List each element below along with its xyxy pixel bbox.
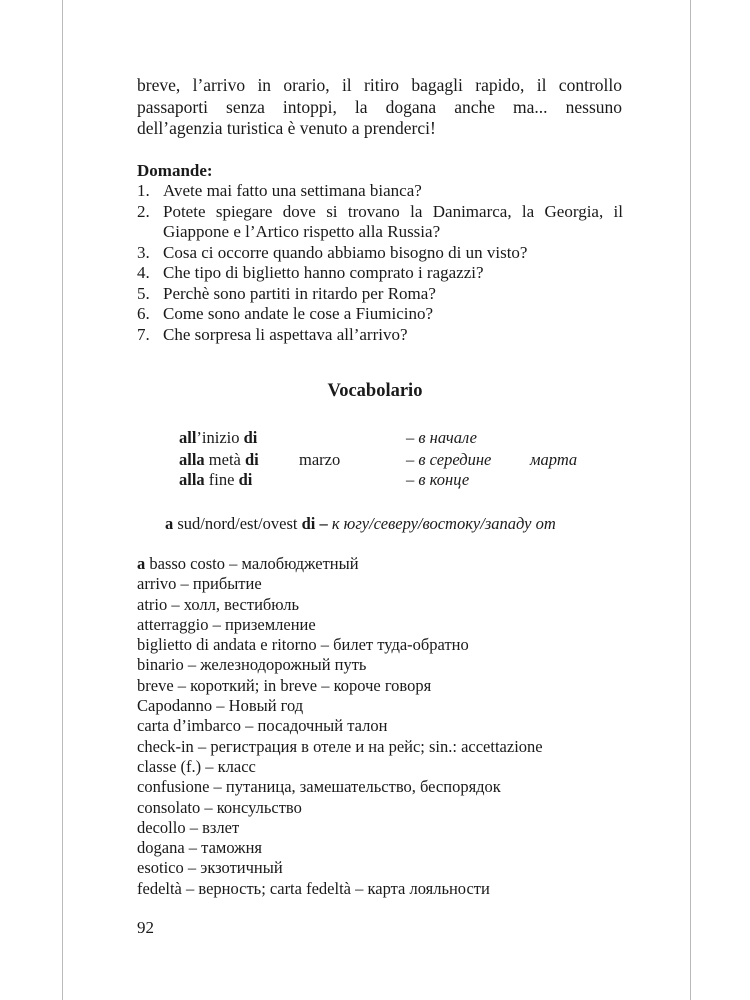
- vocabulary-entry: binario – железнодорожный путь: [137, 655, 367, 675]
- vocabulary-entry: Capodanno – Новый год: [137, 696, 304, 716]
- page-number: 92: [137, 918, 154, 937]
- phrase-italian: all’inizio di: [179, 428, 258, 447]
- question-text: Che tipo di biglietto hanno comprato i ragazzi?: [163, 263, 484, 282]
- vocabulary-entry: arrivo – прибытие: [137, 574, 262, 594]
- question-item: [137, 243, 623, 264]
- story-paragraph: [137, 75, 622, 140]
- question-text: Avete mai fatto una settimana bianca?: [163, 181, 422, 200]
- question-number: 5.: [137, 283, 150, 303]
- question-text: Come sono andate le cose a Fiumicino?: [163, 304, 434, 323]
- phrase-russian: – в середине: [406, 450, 492, 469]
- question-item: [137, 181, 623, 202]
- vocabulary-entry: consolato – консульство: [137, 797, 302, 817]
- vocabulary-entry: a basso costo – малобюджетный: [137, 554, 359, 573]
- question-text: Che sorpresa li aspettava all’arrivo?: [163, 324, 408, 344]
- question-text: Cosa ci occorre quando abbiamo bisogno di un visto?: [163, 242, 528, 262]
- vocabulary-entry: dogana – таможня: [137, 838, 262, 858]
- month-word-russian: марта: [530, 450, 578, 469]
- question-number: 1.: [137, 181, 150, 200]
- phrase-italian: alla metà di: [179, 450, 259, 469]
- vocabulary-entry: classe (f.) – класс: [137, 756, 256, 776]
- question-number: 4.: [137, 263, 150, 282]
- compass-phrase: a sud/nord/est/ovest di – к югу/северу/востоку/западу от: [165, 514, 556, 533]
- month-word: marzo: [299, 450, 341, 469]
- vocabulary-entry: check-in – регистрация в отеле и на рейс; sin.: accettazione: [137, 736, 543, 756]
- questions-list: [137, 181, 623, 345]
- paragraph-line: breve, l’arrivo in orario, il ritiro bagagli rapido, il controllo: [137, 75, 622, 95]
- vocabulary-title: Vocabolario: [327, 381, 423, 401]
- question-item: [137, 304, 623, 325]
- vocabulary-entry: esotico – экзотичный: [137, 858, 283, 878]
- question-item: [137, 202, 623, 243]
- vocabulary-entry: breve – короткий; in breve – короче говоря: [137, 675, 432, 695]
- phrase-russian: – в конце: [406, 470, 470, 489]
- vocabulary-entry: biglietto di andata e ritorno – билет туда-обратно: [137, 635, 469, 655]
- question-item: [137, 263, 623, 284]
- question-number: 7.: [137, 324, 150, 344]
- question-number: 2.: [137, 201, 150, 221]
- vocabulary-entry: confusione – путаница, замешательство, беспорядок: [137, 777, 501, 797]
- vocabulary-entry: atrio – холл, вестибюль: [137, 594, 299, 614]
- paragraph-line: passaporti senza intoppi, la dogana anche ma... nessuno: [137, 96, 622, 117]
- questions-heading: Domande:: [137, 161, 213, 180]
- question-number: 6.: [137, 304, 150, 323]
- question-item: [137, 325, 623, 346]
- vocabulary-entry: atterraggio – приземление: [137, 614, 316, 634]
- question-text: Perchè sono partiti in ritardo per Roma?: [163, 283, 436, 303]
- vocabulary-entry: fedeltà – верность; carta fedeltà – карта лояльности: [137, 878, 490, 898]
- question-text: Potete spiegare dove si trovano la Danimarca, la Georgia, il Giappone e l’Artico rispetto alla Russia?: [163, 201, 623, 241]
- vocabulary-entry: decollo – взлет: [137, 817, 240, 837]
- paragraph-line: dell’agenzia turistica è venuto a prenderci!: [137, 118, 436, 138]
- question-item: [137, 284, 623, 305]
- question-number: 3.: [137, 242, 150, 262]
- vocabulary-entry: carta d’imbarco – посадочный талон: [137, 716, 388, 736]
- phrase-russian: – в начале: [406, 428, 477, 447]
- vocabulary-list: [137, 554, 543, 899]
- phrase-italian: alla fine di: [179, 470, 253, 489]
